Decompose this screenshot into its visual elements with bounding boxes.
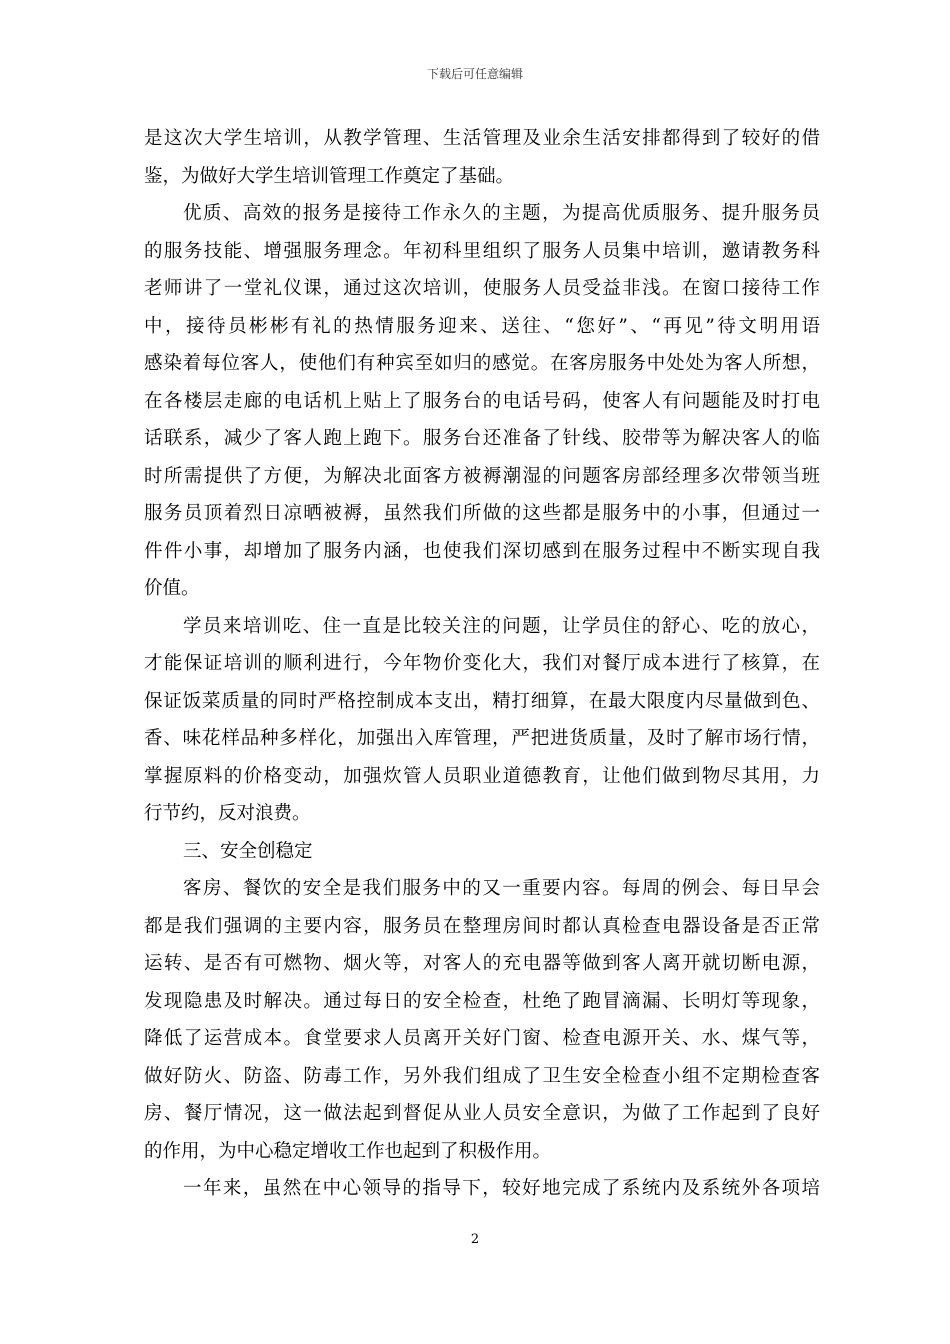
paragraph-first-line: 学员来培训吃、住一直是比较关注的问题，让学员住的舒心、吃的放心， <box>183 615 820 637</box>
text-line: 发现隐患及时解决。通过每日的安全检查，杜绝了跑冒滴漏、长明灯等现象， <box>144 990 820 1012</box>
text-line: 房、餐厅情况，这一做法起到督促从业人员安全意识，为做了工作起到了良好 <box>144 1103 820 1124</box>
text-line: 行节约，反对浪费。 <box>144 803 311 824</box>
page-header: 下载后可任意编辑 <box>426 67 523 81</box>
text-line: 掌握原料的价格变动，加强炊管人员职业道德教育，让他们做到物尽其用，力 <box>144 765 820 787</box>
text-line: 老师讲了一堂礼仪课，通过这次培训，使服务人员受益非浅。在窗口接待工作 <box>144 278 820 299</box>
text-line: 是这次大学生培训，从教学管理、生活管理及业余生活安排都得到了较好的借 <box>144 128 820 149</box>
text-line: 保证饭菜质量的同时严格控制成本支出，精打细算，在最大限度内尽量做到色、 <box>144 690 820 712</box>
text-line: 做好防火、防盗、防毒工作，另外我们组成了卫生安全检查小组不定期检查客 <box>144 1065 820 1087</box>
document-body <box>144 120 820 1208</box>
paragraph-first-line: 一年来，虽然在中心领导的指导下，较好地完成了系统内及系统外各项培 <box>183 1178 820 1199</box>
text-line: 价值。 <box>144 578 200 599</box>
text-line: 件件小事，却增加了服务内涵，也使我们深切感到在服务过程中不断实现自我 <box>144 540 820 562</box>
page-number: 2 <box>470 1232 480 1247</box>
text-line: 的作用，为中心稳定增收工作也起到了积极作用。 <box>144 1140 552 1162</box>
text-line: 感染着每位客人，使他们有种宾至如归的感觉。在客房服务中处处为客人所想， <box>144 353 820 374</box>
text-line: 降低了运营成本。食堂要求人员离开关好门窗、检查电源开关、水、煤气等， <box>144 1028 820 1049</box>
text-line: 香、味花样品种多样化，加强出入库管理，严把进货质量，及时了解市场行情， <box>144 728 820 749</box>
text-line: 服务员顶着烈日凉晒被褥，虽然我们所做的这些都是服务中的小事，但通过一 <box>144 503 820 524</box>
text-line: 都是我们强调的主要内容，服务员在整理房间时都认真检查电器设备是否正常 <box>144 915 820 937</box>
text-line: 话联系，减少了客人跑上跑下。服务台还准备了针线、胶带等为解决客人的临 <box>144 428 820 449</box>
text-line: 才能保证培训的顺利进行，今年物价变化大，我们对餐厅成本进行了核算，在 <box>144 653 820 674</box>
paragraph-first-line: 优质、高效的报务是接待工作永久的主题，为提高优质服务、提升服务员 <box>183 203 820 224</box>
text-line: 时所需提供了方便，为解决北面客方被褥潮湿的问题客房部经理多次带领当班 <box>144 465 820 487</box>
section-heading: 三、安全创稳定 <box>183 840 313 862</box>
text-line: 鉴，为做好大学生培训管理工作奠定了基础。 <box>144 165 515 187</box>
text-line: 中，接待员彬彬有礼的热情服务迎来、送往、“您好”、“再见”待文明用语 <box>144 315 820 337</box>
text-line: 运转、是否有可燃物、烟火等，对客人的充电器等做到客人离开就切断电源， <box>144 953 820 974</box>
text-line: 的服务技能、增强服务理念。年初科里组织了服务人员集中培训，邀请教务科 <box>144 240 820 262</box>
text-line: 在各楼层走廊的电话机上贴上了服务台的电话号码，使客人有问题能及时打电 <box>144 390 820 412</box>
paragraph-first-line: 客房、餐饮的安全是我们服务中的又一重要内容。每周的例会、每日早会 <box>183 878 820 899</box>
